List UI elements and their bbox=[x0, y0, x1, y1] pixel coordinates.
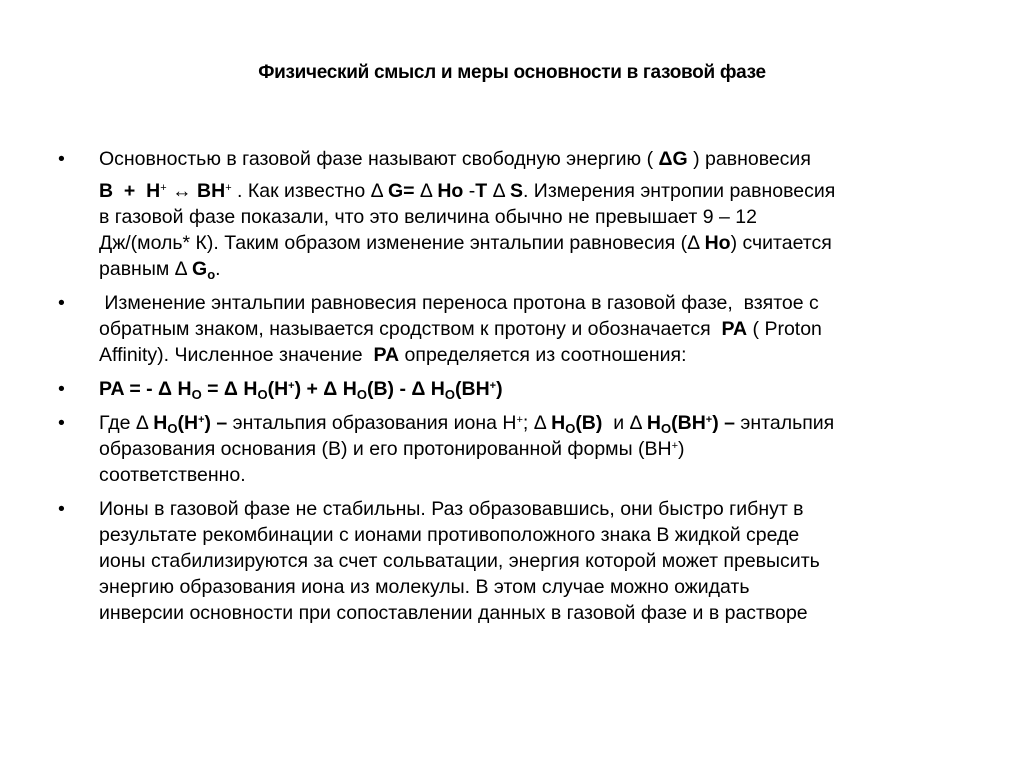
slide-body bbox=[58, 146, 988, 634]
text-line: в газовой фазе показали, что это величина обычно не превышает 9 – 12 bbox=[99, 206, 757, 228]
proton-affinity-formula: PA = - Δ $H_O = \Delta$ $H_O(H^+) + \Delta$ $H_O(B)$ - Δ $H_O(BH^+)$ bbox=[99, 378, 503, 402]
bullet-icon: • bbox=[58, 412, 65, 434]
text-line: Affinity). Численное значение PA определяется из соотношения: bbox=[99, 344, 687, 366]
bullet-item-proton-affinity bbox=[58, 290, 988, 368]
text-line: энергию образования иона из молекулы. В этом случае можно ожидать bbox=[99, 576, 750, 598]
text-line: Где Δ $H_O(H^+)$ – энтальпия образования иона H+; Δ $H_O(B)$ и Δ $H_O(BH^+)$ – энтальпия bbox=[99, 412, 835, 436]
text-line: Ионы в газовой фазе не стабильны. Раз образовавшись, они быстро гибнут в bbox=[99, 498, 804, 520]
bullet-icon: • bbox=[58, 378, 65, 400]
text-line: образования основания (B) и его протонированной формы (BH+) bbox=[99, 438, 685, 460]
text-line: Основностью в газовой фазе называют свободную энергию ( ΔG ) равновесия bbox=[99, 148, 811, 170]
bullet-item-where-definitions bbox=[58, 410, 988, 488]
text-line: Дж/(моль* К). Таким образом изменение энтальпии равновесия (Δ Ho) считается bbox=[99, 232, 832, 254]
bullet-item-ion-stability bbox=[58, 496, 988, 626]
slide-title: Физический смысл и меры основности в газовой фазе bbox=[258, 62, 766, 83]
bullet-icon: • bbox=[58, 292, 65, 314]
text-line: соответственно. bbox=[99, 464, 246, 486]
text-line: обратным знаком, называется сродством к протону и обозначается PA ( Proton bbox=[99, 318, 822, 340]
text-line: инверсии основности при сопоставлении данных в газовой фазе и в растворе bbox=[99, 602, 808, 624]
text-line: ионы стабилизируются за счет сольватации, энергия которой может превысить bbox=[99, 550, 820, 572]
bullet-icon: • bbox=[58, 498, 65, 520]
bullet-item-gas-phase-basicity bbox=[58, 146, 988, 282]
bullet-icon: • bbox=[58, 148, 65, 170]
text-line: результате рекомбинации с ионами противоположного знака В жидкой среде bbox=[99, 524, 800, 546]
text-line: Изменение энтальпии равновесия переноса протона в газовой фазе, взятое с bbox=[99, 292, 819, 314]
equilibrium-equation-line: B + H+ ↔ BH+ . Как известно Δ G= Δ Ho -T Δ S. Измерения энтропии равновесия bbox=[99, 180, 836, 202]
text-line: равным Δ $G_o$. bbox=[99, 258, 221, 282]
bullet-item-pa-formula bbox=[58, 376, 988, 402]
